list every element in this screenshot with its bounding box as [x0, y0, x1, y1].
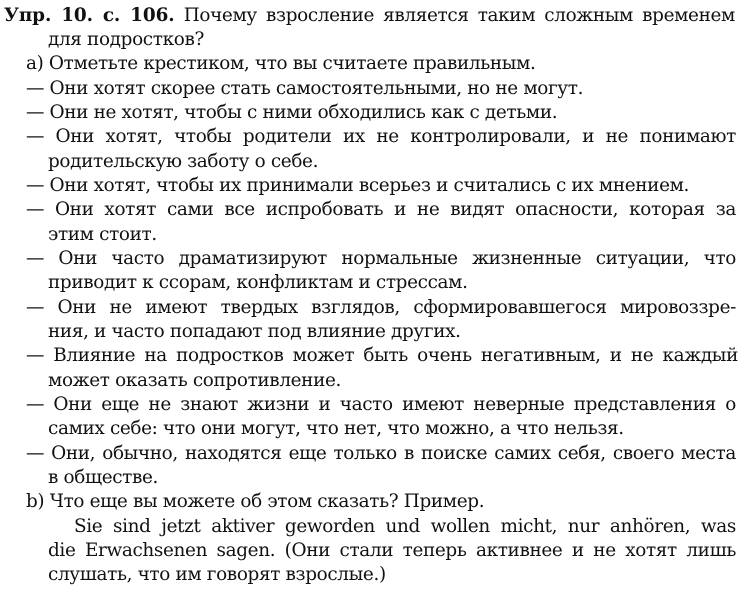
statement-item-cont: самих себе: что они могут, что нет, что можно, а что нельзя. [48, 418, 624, 439]
statement-item: — Они часто драматизируют нормальные жизненные ситуации, что [26, 248, 736, 269]
statement-item: — Они, обычно, находятся еще только в поиске самих себя, своего места [26, 443, 736, 464]
example-line: die Erwachsenen sagen. (Они стали теперь активнее и не хотят лишь [48, 540, 736, 561]
statement-item: — Они хотят скорее стать самостоятельными, но не могут. [26, 78, 584, 99]
statement-item-cont: в обществе. [48, 467, 159, 488]
part-b-instruction: b) Что еще вы можете об этом сказать? Пример. [26, 491, 485, 512]
statement-item-cont: этим стоит. [48, 224, 157, 245]
statement-item: — Они не имеют твердых взглядов, сформировавшегося мировоззре- [26, 297, 736, 318]
exercise-heading [4, 4, 735, 28]
statement-item: — Влияние на подростков может быть очень негативным, и не каждый [26, 345, 738, 366]
statement-item: — Они еще не знают жизни и часто имеют неверные представления о [26, 394, 736, 415]
example-line: Sie sind jetzt aktiver geworden und wollen micht, nur anhören, was [74, 516, 736, 537]
exercise-question-cont: для подростков? [48, 29, 204, 50]
part-a-instruction: а) Отметьте крестиком, что вы считаете правильным. [26, 53, 536, 74]
statement-item-cont: родительскую заботу о себе. [48, 151, 319, 172]
statement-item-cont: может оказать сопротивление. [48, 370, 342, 391]
exercise-question: Почему взросление является таким сложным временем [183, 5, 735, 26]
example-line: слушать, что им говорят взрослые.) [48, 564, 386, 585]
statement-item: — Они хотят, чтобы родители их не контролировали, и не понимают [26, 126, 736, 147]
statement-item: — Они хотят, чтобы их принимали всерьез и считались с их мнением. [26, 175, 690, 196]
exercise-label: Упр. 10. с. 106. [4, 5, 175, 26]
statement-item-cont: ния, и часто попадают под влияние других. [48, 321, 461, 342]
statement-item-cont: приводит к ссорам, конфликтам и стрессам. [48, 272, 468, 293]
statement-item: — Они не хотят, чтобы с ними обходились как с детьми. [26, 102, 558, 123]
statement-item: — Они хотят сами все испробовать и не видят опасности, которая за [26, 199, 736, 220]
